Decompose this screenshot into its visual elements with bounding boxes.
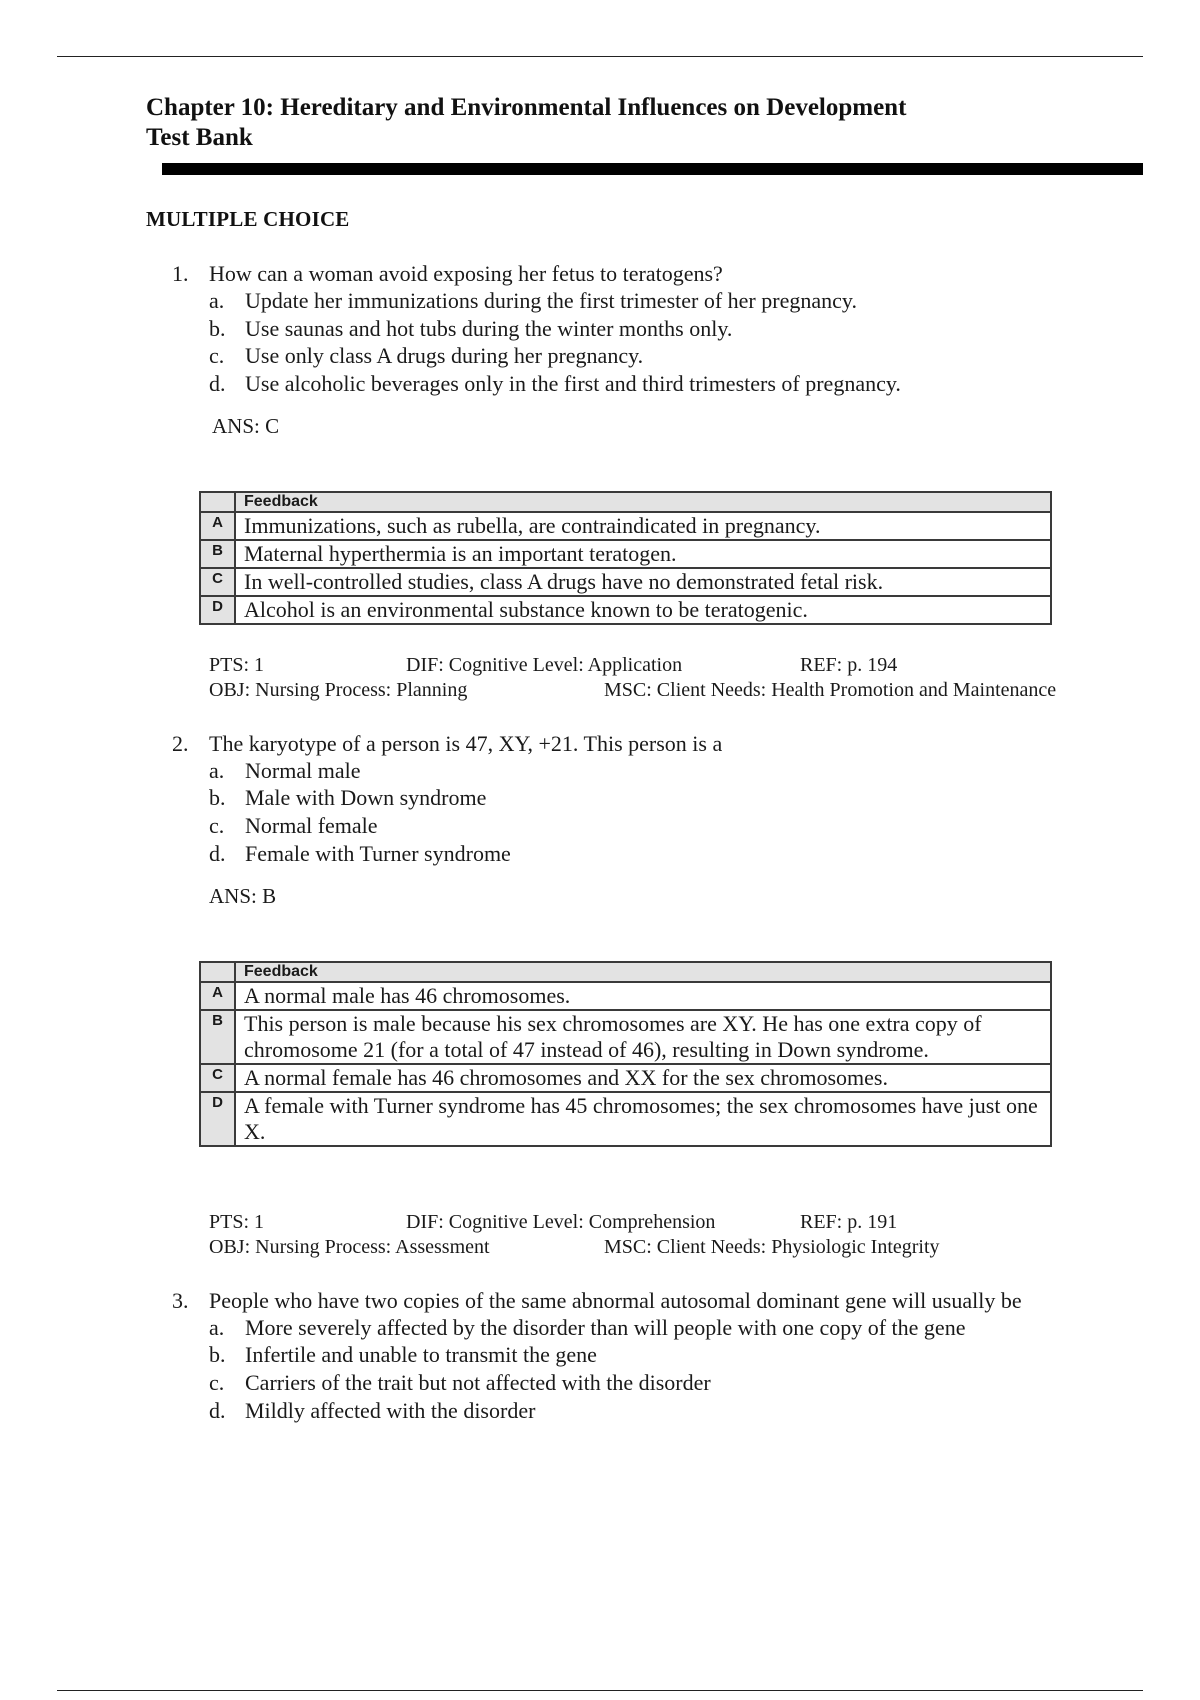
feedback-text: A female with Turner syndrome has 45 chromosomes; the sex chromosomes have just one X. — [235, 1092, 1051, 1146]
feedback-text: Alcohol is an environmental substance known to be teratogenic. — [235, 596, 1051, 624]
option-d: d. Mildly affected with the disorder — [209, 1398, 536, 1423]
feedback-label: C — [200, 1064, 235, 1092]
meta-msc: MSC: Client Needs: Physiologic Integrity — [604, 1236, 940, 1258]
meta-dif: DIF: Cognitive Level: Comprehension — [406, 1211, 716, 1233]
feedback-header-row — [200, 492, 1051, 512]
option-a: a. Normal male — [209, 758, 361, 783]
feedback-label: B — [200, 540, 235, 568]
feedback-text: Immunizations, such as rubella, are contraindicated in pregnancy. — [235, 512, 1051, 540]
answer-key: ANS: C — [212, 414, 280, 438]
meta-pts: PTS: 1 — [209, 654, 265, 676]
title-line-1: Chapter 10: Hereditary and Environmental Influences on Development — [146, 94, 907, 121]
feedback-text: This person is male because his sex chromosomes are XY. He has one extra copy of chromosome 21 (for a total of 47 instead of 46), resulting in Down syndrome. — [235, 1010, 1051, 1064]
meta-pts: PTS: 1 — [209, 1211, 265, 1233]
feedback-label: C — [200, 568, 235, 596]
feedback-header-row — [200, 962, 1051, 982]
section-heading: MULTIPLE CHOICE — [146, 207, 350, 231]
meta-dif: DIF: Cognitive Level: Application — [406, 654, 683, 676]
option-b: b. Infertile and unable to transmit the gene — [209, 1342, 597, 1367]
feedback-header: Feedback — [235, 962, 1051, 982]
option-b: b. Male with Down syndrome — [209, 785, 487, 810]
feedback-table — [199, 491, 1052, 625]
option-c: c. Carriers of the trait but not affected with the disorder — [209, 1370, 711, 1395]
feedback-label: A — [200, 512, 235, 540]
feedback-label: A — [200, 982, 235, 1010]
feedback-label: B — [200, 1010, 235, 1064]
option-c: c. Use only class A drugs during her pregnancy. — [209, 343, 644, 368]
option-a: a. Update her immunizations during the first trimester of her pregnancy. — [209, 288, 857, 313]
question-stem: 1. How can a woman avoid exposing her fetus to teratogens? — [172, 261, 723, 286]
feedback-row — [200, 1010, 1051, 1064]
answer-key: ANS: B — [209, 884, 277, 908]
meta-ref: REF: p. 191 — [800, 1211, 898, 1233]
feedback-text: A normal male has 46 chromosomes. — [235, 982, 1051, 1010]
question-stem: 3. People who have two copies of the same abnormal autosomal dominant gene will usually be — [172, 1288, 1022, 1313]
meta-msc: MSC: Client Needs: Health Promotion and Maintenance — [604, 679, 1057, 701]
feedback-text: Maternal hyperthermia is an important teratogen. — [235, 540, 1051, 568]
feedback-row — [200, 512, 1051, 540]
feedback-row — [200, 982, 1051, 1010]
bottom-rule — [57, 1690, 1143, 1691]
meta-obj: OBJ: Nursing Process: Assessment — [209, 1236, 490, 1258]
feedback-table — [199, 961, 1052, 1147]
feedback-text: In well-controlled studies, class A drugs have no demonstrated fetal risk. — [235, 568, 1051, 596]
option-d: d. Female with Turner syndrome — [209, 841, 511, 866]
option-c: c. Normal female — [209, 813, 378, 838]
meta-ref: REF: p. 194 — [800, 654, 898, 676]
feedback-label: D — [200, 1092, 235, 1146]
feedback-row — [200, 1064, 1051, 1092]
feedback-row — [200, 540, 1051, 568]
feedback-header: Feedback — [235, 492, 1051, 512]
top-rule — [57, 56, 1143, 57]
document-title — [146, 93, 906, 153]
feedback-row — [200, 568, 1051, 596]
option-b: b. Use saunas and hot tubs during the winter months only. — [209, 316, 733, 341]
feedback-text: A normal female has 46 chromosomes and XX for the sex chromosomes. — [235, 1064, 1051, 1092]
option-d: d. Use alcoholic beverages only in the first and third trimesters of pregnancy. — [209, 371, 901, 396]
option-a: a. More severely affected by the disorder than will people with one copy of the gene — [209, 1315, 966, 1340]
feedback-row — [200, 1092, 1051, 1146]
title-line-2: Test Bank — [146, 124, 253, 151]
question-stem: 2. The karyotype of a person is 47, XY, +21. This person is a — [172, 731, 723, 756]
title-divider — [162, 163, 1143, 175]
feedback-row — [200, 596, 1051, 624]
feedback-label: D — [200, 596, 235, 624]
meta-obj: OBJ: Nursing Process: Planning — [209, 679, 468, 701]
